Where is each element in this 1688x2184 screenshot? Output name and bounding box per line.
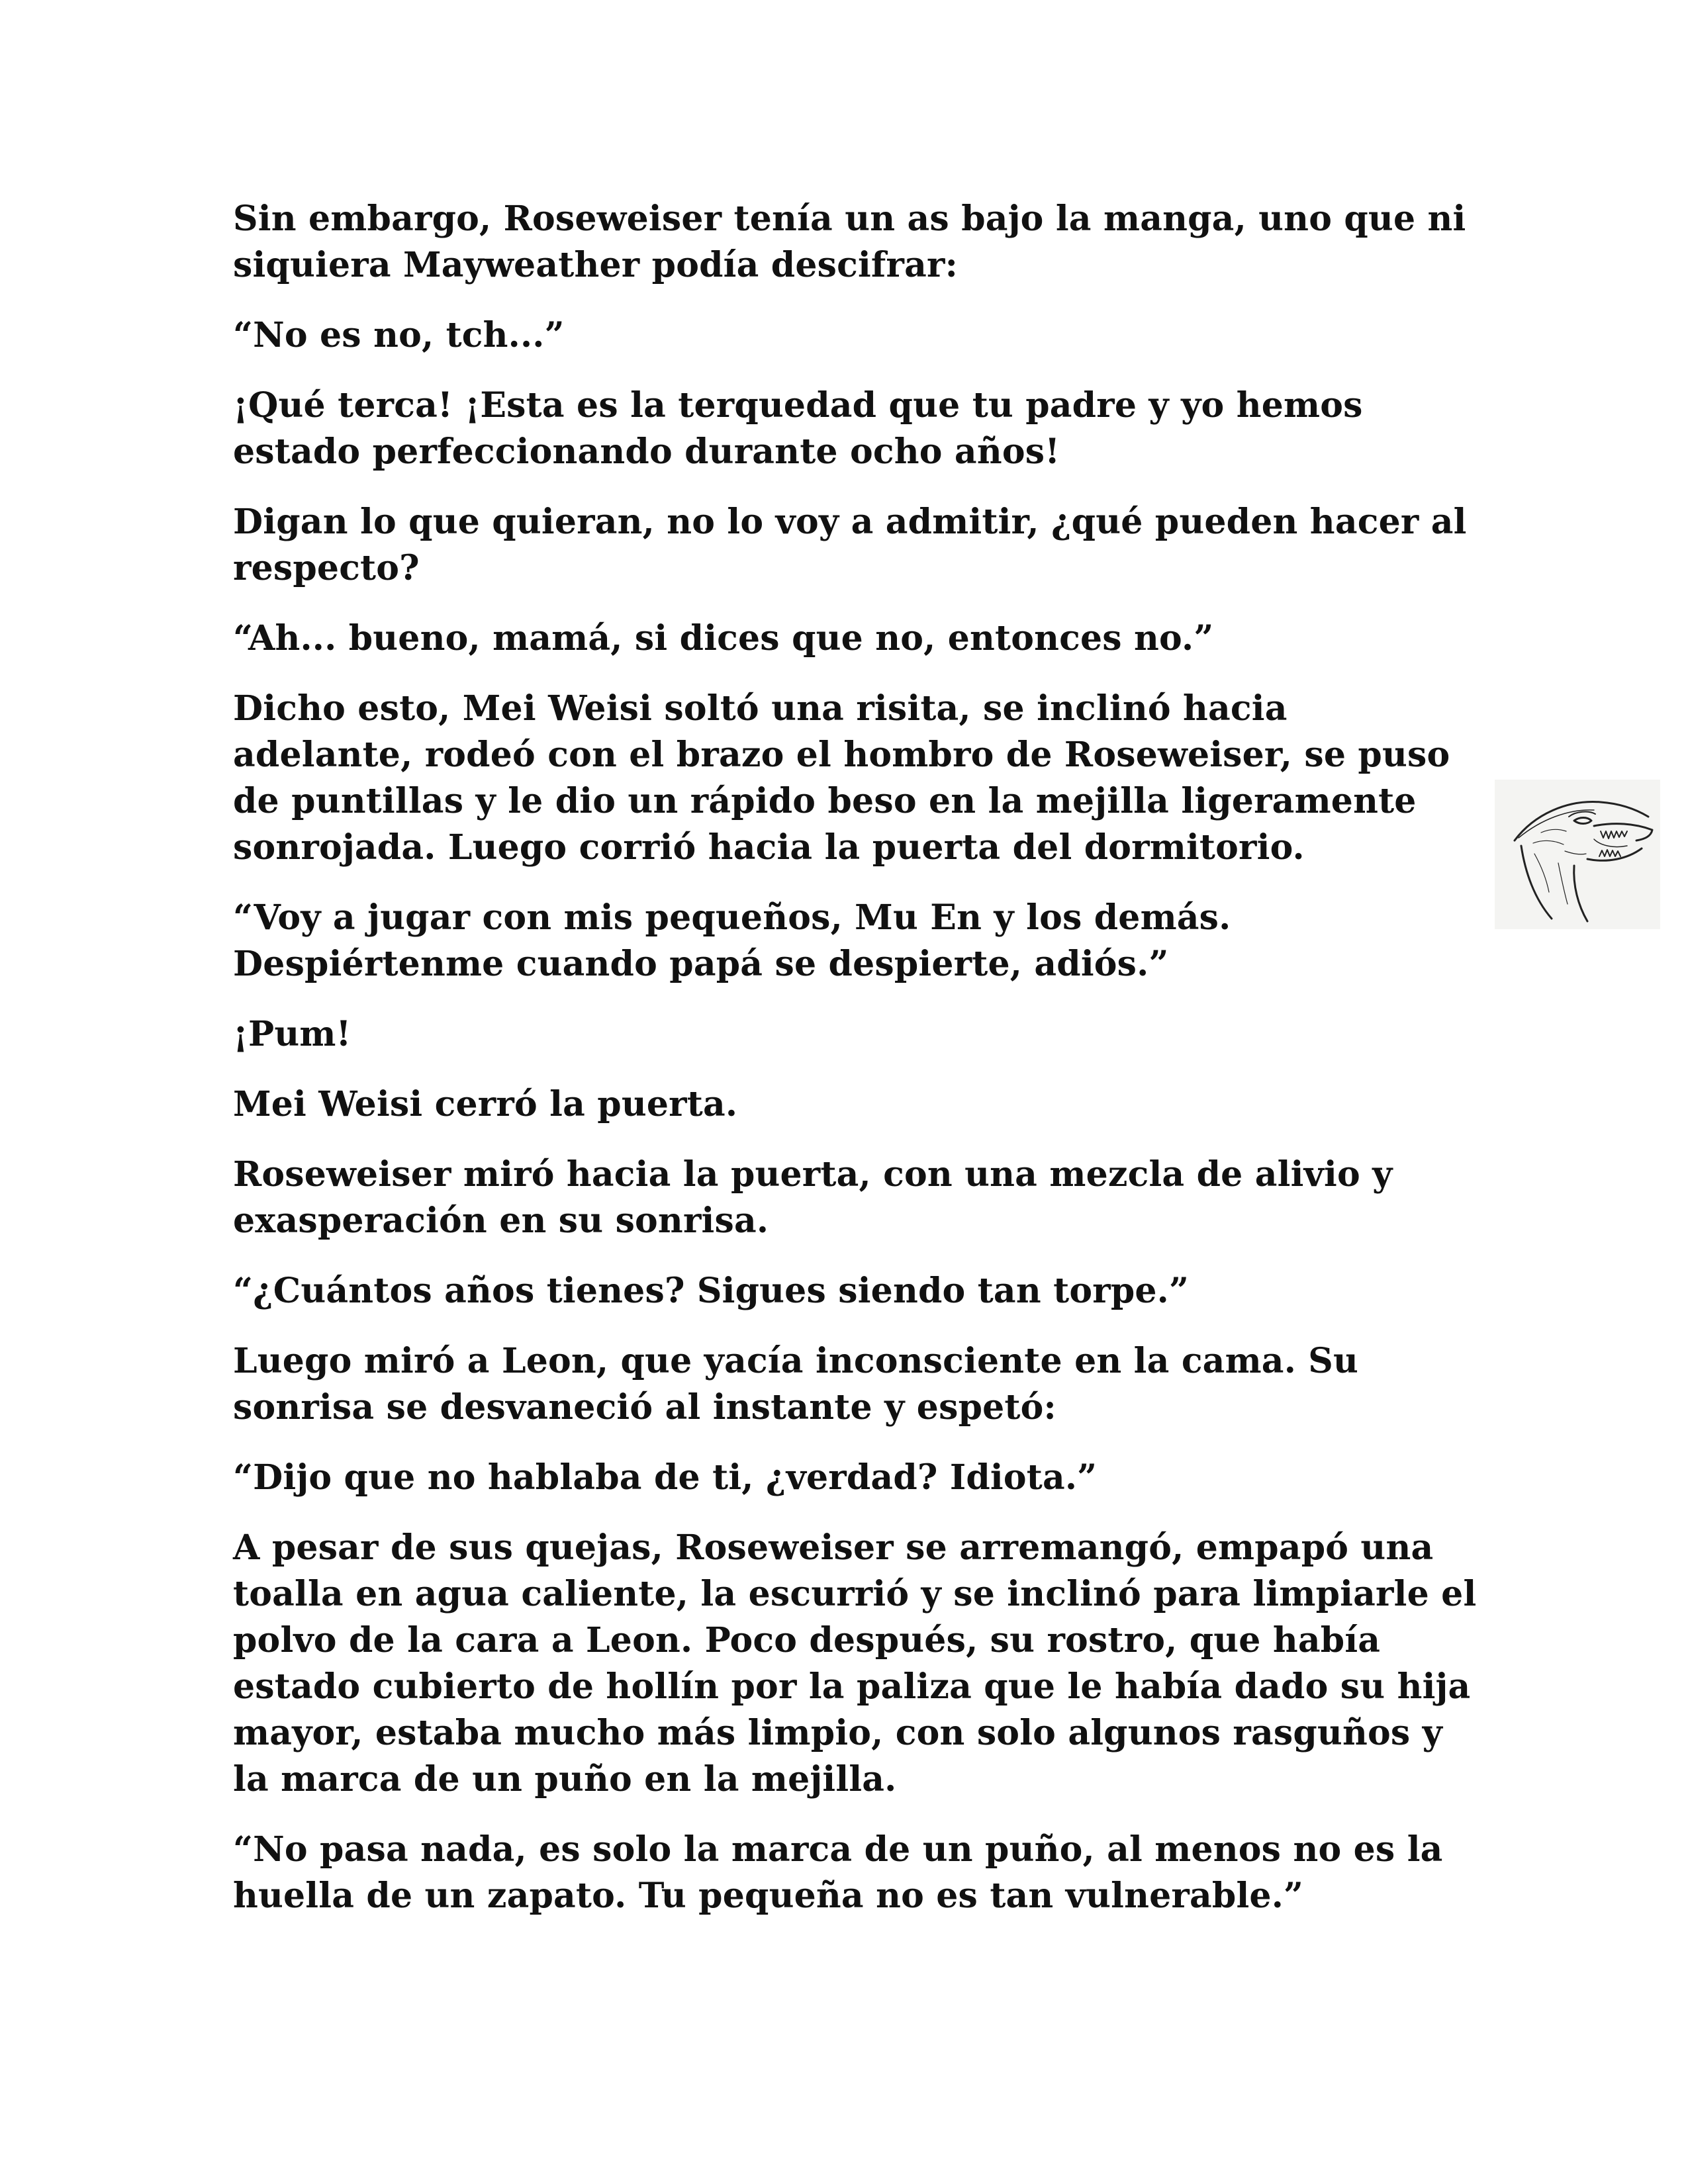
paragraph: Luego miró a Leon, que yacía inconsciente en la cama. Su sonrisa se desvaneció al instante y espetó: [233,1341,1359,1428]
paragraph: ¡Qué terca! ¡Esta es la terquedad que tu padre y yo hemos estado perfeccionando durante ocho años! [233,385,1363,472]
dinosaur-head-sketch-icon [1495,780,1660,929]
paragraph: Roseweiser miró hacia la puerta, con una mezcla de alivio y exasperación en su sonrisa. [233,1154,1393,1241]
paragraph: Mei Weisi cerró la puerta. [233,1084,738,1124]
paragraph: ¡Pum! [233,1014,352,1054]
paragraph: “Ah... bueno, mamá, si dices que no, entonces no.” [233,618,1214,659]
paragraph: A pesar de sus quejas, Roseweiser se arremangó, empapó una toalla en agua caliente, la escurrió y se inclinó para limpiarle el polvo de la cara a Leon. Poco después, su rostro, que había estado cubierto de hollín por la paliza que le había dado su hija mayor, estaba mucho más limpio, con solo algunos rasguños y la marca de un puño en la mejilla. [233,1527,1477,1799]
paragraph: Dicho esto, Mei Weisi soltó una risita, se inclinó hacia adelante, rodeó con el brazo el hombro de Roseweiser, se puso de puntillas y le dio un rápido beso en la mejilla ligeramente sonrojada. Luego corrió hacia la puerta del dormitorio. [233,688,1450,868]
paragraph: “Dijo que no hablaba de ti, ¿verdad? Idiota.” [233,1457,1098,1498]
paragraph: Sin embargo, Roseweiser tenía un as bajo la manga, uno que ni siquiera Mayweather podía descifrar: [233,199,1466,285]
paragraph: Digan lo que quieran, no lo voy a admitir, ¿qué pueden hacer al respecto? [233,502,1467,588]
paragraph: “¿Cuántos años tienes? Sigues siendo tan torpe.” [233,1271,1190,1311]
paragraph: “No pasa nada, es solo la marca de un puño, al menos no es la huella de un zapato. Tu pequeña no es tan vulnerable.” [233,1829,1443,1916]
body-text [233,196,1477,1943]
paragraph: “Voy a jugar con mis pequeños, Mu En y los demás. Despiértenme cuando papá se despierte, adiós.” [233,897,1231,984]
paragraph: “No es no, tch...” [233,315,565,355]
